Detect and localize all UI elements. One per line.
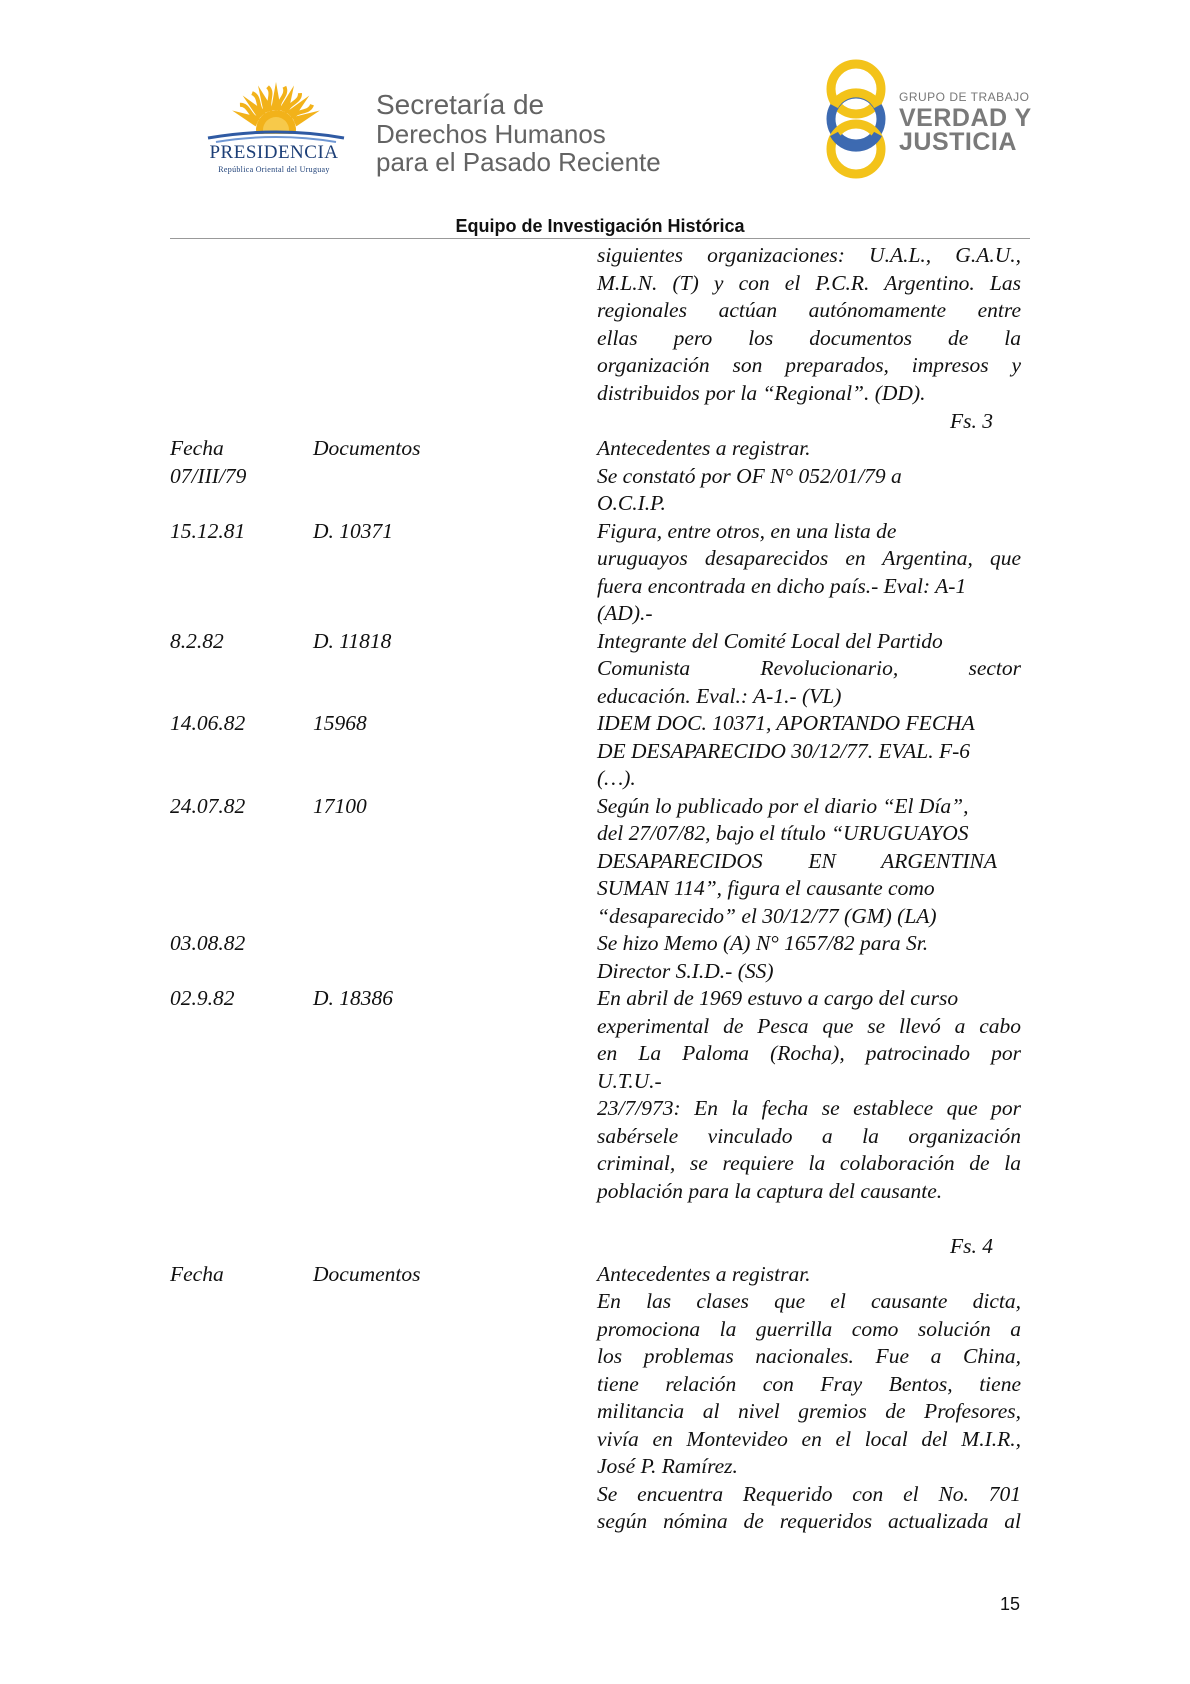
column-heading-documentos: Documentos xyxy=(313,1262,421,1286)
entry-text: Figura, entre otros, en una lista de xyxy=(597,519,897,543)
entry-text: del 27/07/82, bajo el título “URUGUAYOS xyxy=(597,821,969,845)
entry-text: José P. Ramírez. xyxy=(597,1454,738,1478)
verdad-y-label: VERDAD Y xyxy=(899,104,1032,132)
entry-text: educación. Eval.: A-1.- (VL) xyxy=(597,684,842,708)
text-line: M.L.N. (T) y con el P.C.R. Argentino. Las xyxy=(597,271,1021,295)
column-heading-antecedentes: Antecedentes a registrar. xyxy=(597,1262,811,1286)
entry-text: Comunista Revolucionario, sector xyxy=(597,656,1021,680)
secretaria-line-1: Secretaría de xyxy=(376,89,545,120)
header-rule xyxy=(170,238,1030,239)
text-line: siguientes organizaciones: U.A.L., G.A.U., xyxy=(597,243,1021,267)
column-heading-fecha: Fecha xyxy=(170,436,224,460)
entry-text: Según lo publicado por el diario “El Día”, xyxy=(597,794,969,818)
entry-text: (AD).- xyxy=(597,601,653,625)
column-heading-antecedentes: Antecedentes a registrar. xyxy=(597,436,811,460)
secretaria-line-3: para el Pasado Reciente xyxy=(376,147,661,177)
entry-text: según nómina de requeridos actualizada al xyxy=(597,1509,1021,1533)
entry-text: fuera encontrada en dicho país.- Eval: A-1 xyxy=(597,574,967,598)
secretaria-logo-text xyxy=(376,90,661,176)
entry-text: vivía en Montevideo en el local del M.I.R., xyxy=(597,1427,1021,1451)
entry-text: DE DESAPARECIDO 30/12/77. EVAL. F-6 xyxy=(597,739,971,763)
page-number: 15 xyxy=(1000,1594,1021,1614)
presidencia-wordmark: PRESIDENCIA xyxy=(209,142,339,163)
entry-text: en La Paloma (Rocha), patrocinado por xyxy=(597,1041,1021,1065)
entry-date: 07/III/79 xyxy=(170,464,247,488)
text-line: organización son preparados, impresos y xyxy=(597,353,1021,377)
verdad-justicia-logo xyxy=(820,56,1030,182)
grupo-de-trabajo-label: GRUPO DE TRABAJO xyxy=(899,90,1030,104)
sun-icon xyxy=(196,78,356,148)
column-heading-documentos: Documentos xyxy=(313,436,421,460)
entry-text: Se constató por OF N° 052/01/79 a xyxy=(597,464,902,488)
entry-text: En las clases que el causante dicta, xyxy=(597,1289,1021,1313)
entry-text: Director S.I.D.- (SS) xyxy=(597,959,774,983)
entry-date: 03.08.82 xyxy=(170,931,246,955)
entry-date: 14.06.82 xyxy=(170,711,246,735)
text-line: distribuidos por la “Regional”. (DD). xyxy=(597,381,926,405)
entry-text: población para la captura del causante. xyxy=(597,1179,943,1203)
folio-label: Fs. 4 xyxy=(950,1234,993,1258)
entry-text: U.T.U.- xyxy=(597,1069,662,1093)
text-line: ellas pero los documentos de la xyxy=(597,326,1021,350)
entry-document: D. 18386 xyxy=(313,986,394,1010)
entry-document: D. 10371 xyxy=(313,519,394,543)
entry-text: “desaparecido” el 30/12/77 (GM) (LA) xyxy=(597,904,937,928)
running-header: Equipo de Investigación Histórica xyxy=(455,216,745,236)
folio-label: Fs. 3 xyxy=(950,409,993,433)
entry-document: 17100 xyxy=(313,794,367,818)
entry-text: IDEM DOC. 10371, APORTANDO FECHA xyxy=(597,711,975,735)
presidencia-subtitle: República Oriental del Uruguay xyxy=(218,165,330,174)
interlocking-rings-icon xyxy=(820,56,896,182)
entry-text: SUMAN 114”, figura el causante como xyxy=(597,876,935,900)
entry-text: experimental de Pesca que se llevó a cabo xyxy=(597,1014,1021,1038)
entry-text: (…). xyxy=(597,766,636,790)
entry-document: D. 11818 xyxy=(313,629,392,653)
text-line: regionales actúan autónomamente entre xyxy=(597,298,1021,322)
entry-text: Se hizo Memo (A) N° 1657/82 para Sr. xyxy=(597,931,929,955)
secretaria-line-2: Derechos Humanos xyxy=(376,119,606,149)
entry-text: tiene relación con Fray Bentos, tiene xyxy=(597,1372,1021,1396)
entry-date: 24.07.82 xyxy=(170,794,246,818)
entry-date: 02.9.82 xyxy=(170,986,235,1010)
entry-text: criminal, se requiere la colaboración de la xyxy=(597,1151,1021,1175)
entry-text: O.C.I.P. xyxy=(597,491,666,515)
entry-text: uruguayos desaparecidos en Argentina, que xyxy=(597,546,1021,570)
entry-date: 8.2.82 xyxy=(170,629,224,653)
column-heading-fecha: Fecha xyxy=(170,1262,224,1286)
entry-text: los problemas nacionales. Fue a China, xyxy=(597,1344,1021,1368)
entry-text: Se encuentra Requerido con el No. 701 xyxy=(597,1482,1021,1506)
entry-text: sabérsele vinculado a la organización xyxy=(597,1124,1021,1148)
justicia-label: JUSTICIA xyxy=(899,128,1017,156)
entry-date: 15.12.81 xyxy=(170,519,246,543)
entry-text: Integrante del Comité Local del Partido xyxy=(597,629,943,653)
entry-text: 23/7/973: En la fecha se establece que por xyxy=(597,1096,1021,1120)
entry-text: promociona la guerrilla como solución a xyxy=(597,1317,1021,1341)
entry-text: militancia al nivel gremios de Profesores, xyxy=(597,1399,1021,1423)
entry-document: 15968 xyxy=(313,711,367,735)
entry-text: En abril de 1969 estuvo a cargo del curso xyxy=(597,986,959,1010)
entry-text: DESAPARECIDOS EN ARGENTINA xyxy=(597,849,997,873)
presidencia-logo xyxy=(196,78,356,178)
